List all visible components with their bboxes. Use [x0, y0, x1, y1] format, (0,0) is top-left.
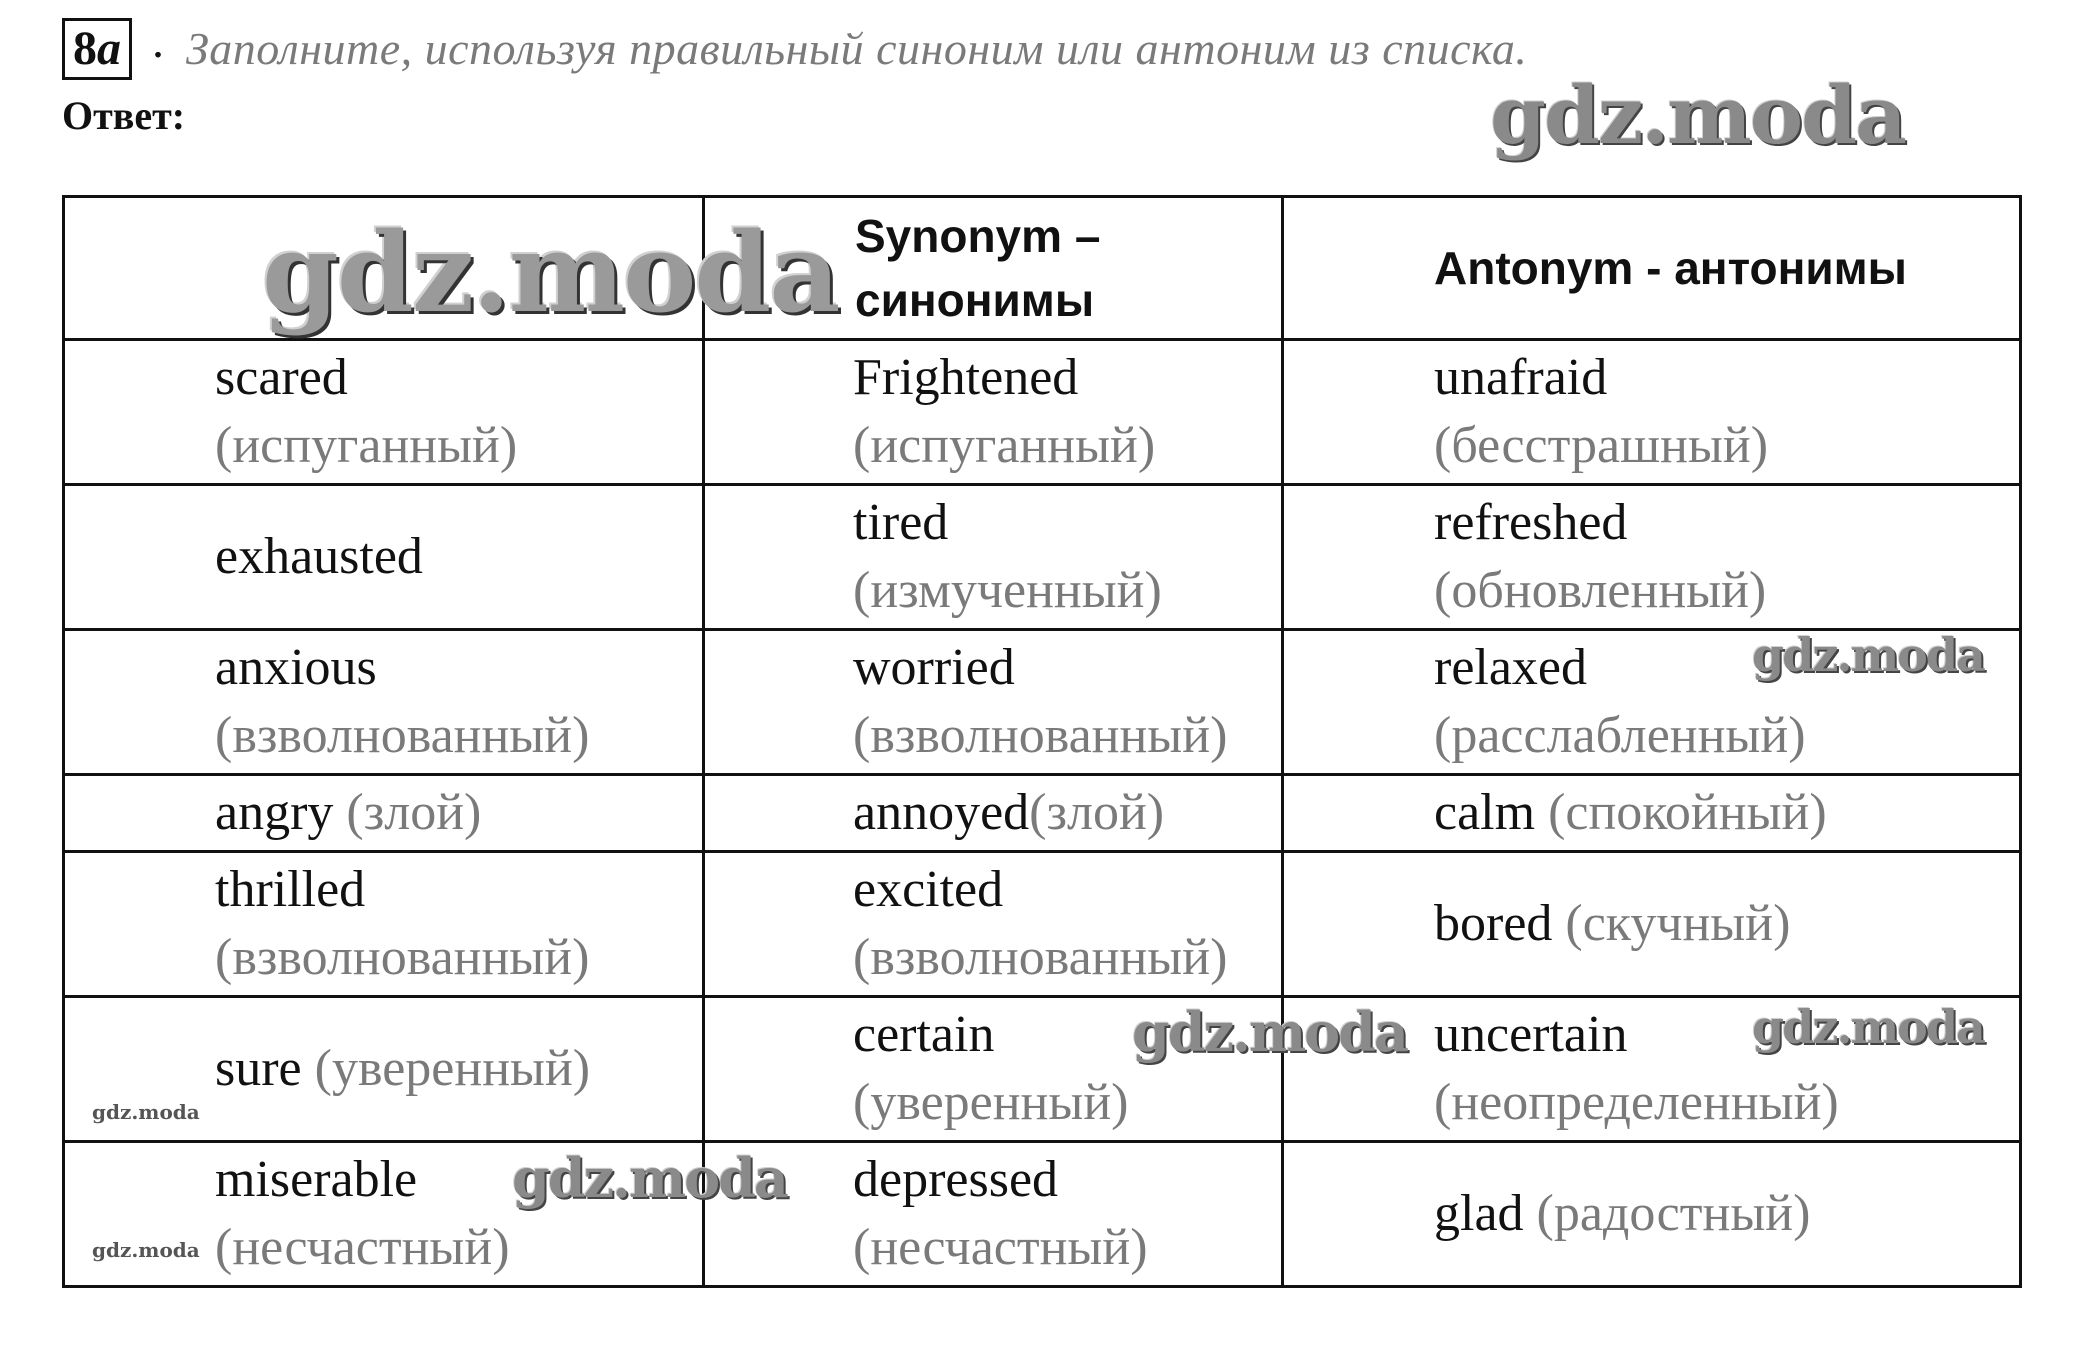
- synonym-translation: (злой): [1029, 784, 1165, 841]
- header-antonym: Antonym - антонимы: [1434, 242, 1907, 294]
- synonym-translation: (испуганный): [853, 417, 1156, 474]
- table-row: [64, 630, 2021, 775]
- task-letter: a: [97, 22, 121, 75]
- antonym: relaxed: [1434, 639, 1588, 696]
- synonym-translation: (уверенный): [853, 1074, 1129, 1131]
- word: exhausted: [215, 528, 423, 585]
- word-translation: (несчастный): [215, 1219, 510, 1276]
- synonym: worried: [853, 639, 1015, 696]
- watermark-logo: gdz.moda: [262, 208, 839, 337]
- table-row: [64, 1142, 2021, 1287]
- synonym: tired: [853, 494, 949, 551]
- word: anxious: [215, 639, 377, 696]
- header-antonym-cell: [1283, 197, 2021, 340]
- word-translation: (злой): [346, 784, 482, 841]
- synonym: depressed: [853, 1151, 1059, 1208]
- antonym-translation: (радостный): [1536, 1185, 1811, 1242]
- word: miserable: [215, 1151, 418, 1208]
- word: sure: [215, 1040, 302, 1097]
- watermark-logo: gdz.moda: [512, 1146, 787, 1210]
- header-synonym-ru: синонимы: [855, 274, 1095, 326]
- antonym: bored: [1434, 895, 1553, 952]
- header-synonym-en: Synonym –: [855, 210, 1101, 262]
- word-translation: (взволнованный): [215, 929, 590, 986]
- watermark-logo: gdz.moda: [1752, 628, 1984, 682]
- antonym: refreshed: [1434, 494, 1628, 551]
- antonym: uncertain: [1434, 1006, 1628, 1063]
- synonym-translation: (взволнованный): [853, 707, 1228, 764]
- word-translation: (испуганный): [215, 417, 518, 474]
- synonym: certain: [853, 1006, 995, 1063]
- watermark-logo: gdz.moda: [1132, 1000, 1407, 1064]
- antonym: glad: [1434, 1185, 1524, 1242]
- table-row: [64, 485, 2021, 630]
- table-row: [64, 775, 2021, 852]
- antonym-translation: (бесстрашный): [1434, 417, 1769, 474]
- table-row: [64, 340, 2021, 485]
- task-dot: .: [152, 15, 164, 68]
- antonym: unafraid: [1434, 349, 1608, 406]
- watermark-logo: gdz.moda: [92, 1238, 200, 1262]
- word-translation: (уверенный): [314, 1040, 591, 1097]
- answer-label: Ответ:: [62, 93, 186, 138]
- task-number-box: [62, 18, 132, 80]
- word: thrilled: [215, 861, 366, 918]
- synonym-translation: (измученный): [853, 562, 1162, 619]
- watermark-logo: gdz.moda: [92, 1100, 200, 1124]
- antonym-translation: (расслабленный): [1434, 707, 1806, 764]
- antonym-translation: (обновленный): [1434, 562, 1767, 619]
- synonym: Frightened: [853, 349, 1079, 406]
- antonym: calm: [1434, 784, 1536, 841]
- word: scared: [215, 349, 348, 406]
- task-number: 8: [73, 22, 97, 75]
- antonym-translation: (спокойный): [1548, 784, 1827, 841]
- watermark-logo: gdz.moda: [1490, 68, 1905, 162]
- table-row: [64, 852, 2021, 997]
- synonym-translation: (взволнованный): [853, 929, 1228, 986]
- antonym-translation: (неопределенный): [1434, 1074, 1839, 1131]
- antonym-translation: (скучный): [1565, 895, 1791, 952]
- task-instruction: Заполните, используя правильный синоним или антоним из списка.: [186, 23, 1528, 74]
- synonym-antonym-table: [62, 195, 2022, 1288]
- table-row: [64, 997, 2021, 1142]
- synonym: excited: [853, 861, 1004, 918]
- synonym-translation: (несчастный): [853, 1219, 1148, 1276]
- word: angry: [215, 784, 334, 841]
- word-translation: (взволнованный): [215, 707, 590, 764]
- watermark-logo: gdz.moda: [1752, 1000, 1984, 1054]
- synonym: annoyed: [853, 784, 1030, 841]
